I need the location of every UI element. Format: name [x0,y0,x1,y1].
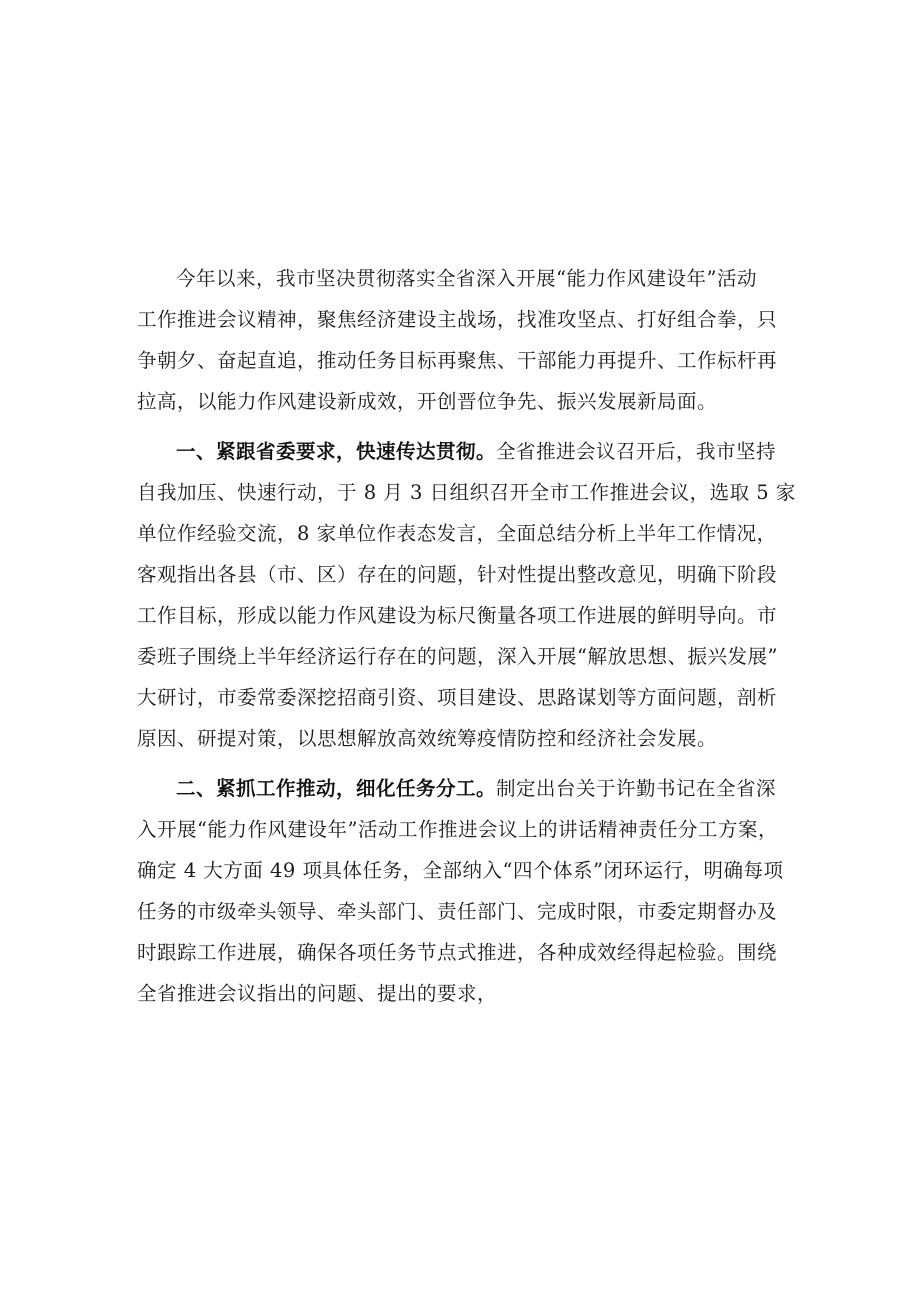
text-line: 全省推进会议指出的问题、提出的要求， [137,982,498,1005]
text-run: 全省推进会议召开后，我市坚持 [496,440,777,463]
text-line: 客观指出各县（市、区）存在的问题，针对性提出整改意见，明确下阶段 [137,563,778,586]
paragraph-intro [137,258,797,422]
paragraph-section-2 [137,768,797,1014]
document-body [137,258,797,1023]
text-line: 委班子围绕上半年经济运行存在的问题，深入开展“解放思想、振兴发展” [137,645,778,668]
text-line: 工作推进会议精神，聚焦经济建设主战场，找准攻坚点、打好组合拳，只 [137,308,778,331]
text-line [137,431,797,472]
text-line [137,768,797,809]
paragraph-section-1 [137,431,797,759]
text-run: 制定出台关于许勤书记在全省深 [496,777,777,800]
text-line: 任务的市级牵头领导、牵头部门、责任部门、完成时限，市委定期督办及 [137,900,778,923]
text-line: 争朝夕、奋起直追，推动任务目标再聚焦、干部能力再提升、工作标杆再 [137,349,778,372]
text-line: 大研讨，市委常委深挖招商引资、项目建设、思路谋划等方面问题，剖析 [137,686,778,709]
text-line: 入开展“能力作风建设年”活动工作推进会议上的讲话精神责任分工方案， [137,818,778,841]
text-line: 时跟踪工作进展，确保各项任务节点式推进，各种成效经得起检验。围绕 [137,941,778,964]
text-line: 自我加压、快速行动，于 8 月 3 日组织召开全市工作推进会议，选取 5 家 [137,481,796,504]
text-line: 今年以来，我市坚决贯彻落实全省深入开展“能力作风建设年”活动 [176,267,757,290]
section-heading: 一、紧跟省委要求，快速传达贯彻。 [176,440,497,463]
section-heading: 二、紧抓工作推动，细化任务分工。 [176,777,497,800]
text-line: 单位作经验交流，8 家单位作表态发言，全面总结分析上半年工作情况， [137,522,777,545]
text-line: 工作目标，形成以能力作风建设为标尺衡量各项工作进展的鲜明导向。市 [137,604,778,627]
text-line: 确定 4 大方面 49 项具体任务，全部纳入“四个体系”闭环运行，明确每项 [137,859,784,882]
text-line: 原因、研提对策，以思想解放高效统筹疫情防控和经济社会发展。 [137,727,718,750]
text-line: 拉高，以能力作风建设新成效，开创晋位争先、振兴发展新局面。 [137,390,718,413]
